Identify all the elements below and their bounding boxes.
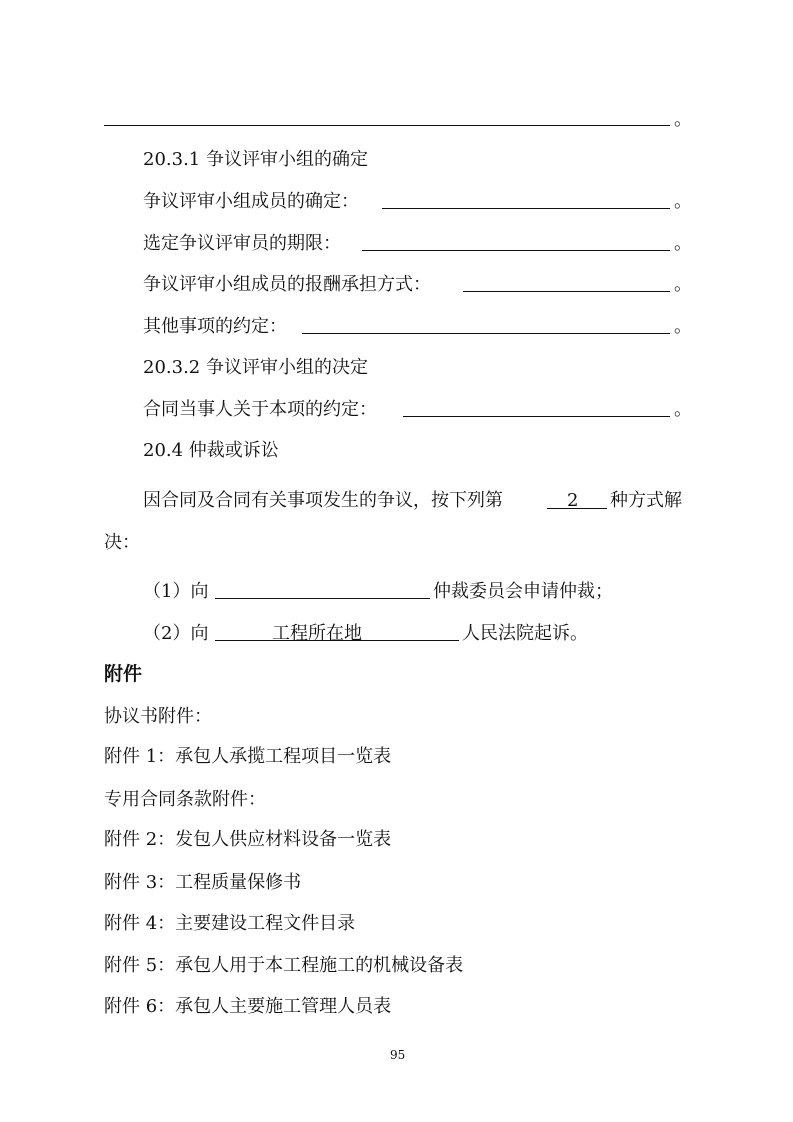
section-20-3-2-heading: 20.3.2 争议评审小组的决定	[143, 357, 368, 378]
attachment-5: 附件 5：承包人用于本工程施工的机械设备表	[104, 955, 464, 976]
attachment-3: 附件 3：工程质量保修书	[104, 872, 302, 893]
parties-agreement-field[interactable]	[403, 415, 670, 417]
other-matters-field[interactable]	[302, 332, 670, 334]
attachment-2: 附件 2：发包人供应材料设备一览表	[104, 829, 392, 850]
page-number: 95	[390, 1048, 406, 1062]
option1-arbitration-field[interactable]	[215, 597, 430, 599]
option2-prefix: （2）向	[143, 623, 209, 644]
period: 。	[674, 191, 692, 212]
section-20-4-heading: 20.4 仲裁或诉讼	[143, 440, 279, 461]
special-terms-label: 专用合同条款附件：	[104, 789, 266, 810]
attachments-heading: 附件	[104, 663, 143, 685]
member-determination-label: 争议评审小组成员的确定：	[143, 191, 359, 212]
period: 。	[674, 399, 692, 420]
attachment-1: 附件 1：承包人承揽工程项目一览表	[104, 746, 392, 767]
period: 。	[674, 109, 692, 130]
attachment-4: 附件 4：主要建设工程文件目录	[104, 913, 356, 934]
dispute-text-line2: 决：	[104, 532, 140, 553]
option2-suffix: 人民法院起诉。	[462, 623, 588, 644]
dispute-text-after: 种方式解	[610, 490, 682, 511]
selection-period-field[interactable]	[362, 249, 670, 251]
remuneration-label: 争议评审小组成员的报酬承担方式：	[143, 274, 431, 295]
option1-suffix: 仲裁委员会申请仲裁；	[433, 581, 613, 602]
section-20-3-1-heading: 20.3.1 争议评审小组的确定	[143, 149, 368, 170]
member-determination-field[interactable]	[382, 207, 670, 209]
chosen-option-value: 2	[567, 490, 579, 511]
attachment-6: 附件 6：承包人主要施工管理人员表	[104, 996, 392, 1017]
period: 。	[674, 233, 692, 254]
selection-period-label: 选定争议评审员的期限：	[143, 233, 341, 254]
period: 。	[674, 274, 692, 295]
dispute-text-before: 因合同及合同有关事项发生的争议，按下列第	[143, 490, 503, 511]
option2-court-value: 工程所在地	[272, 623, 362, 644]
remuneration-field[interactable]	[463, 290, 670, 292]
parties-agreement-label: 合同当事人关于本项的约定：	[143, 399, 377, 420]
option1-prefix: （1）向	[143, 581, 209, 602]
agreement-attachments-label: 协议书附件：	[104, 706, 212, 727]
period: 。	[674, 316, 692, 337]
other-matters-label: 其他事项的约定：	[143, 316, 287, 337]
blank-line-top[interactable]	[104, 124, 670, 126]
